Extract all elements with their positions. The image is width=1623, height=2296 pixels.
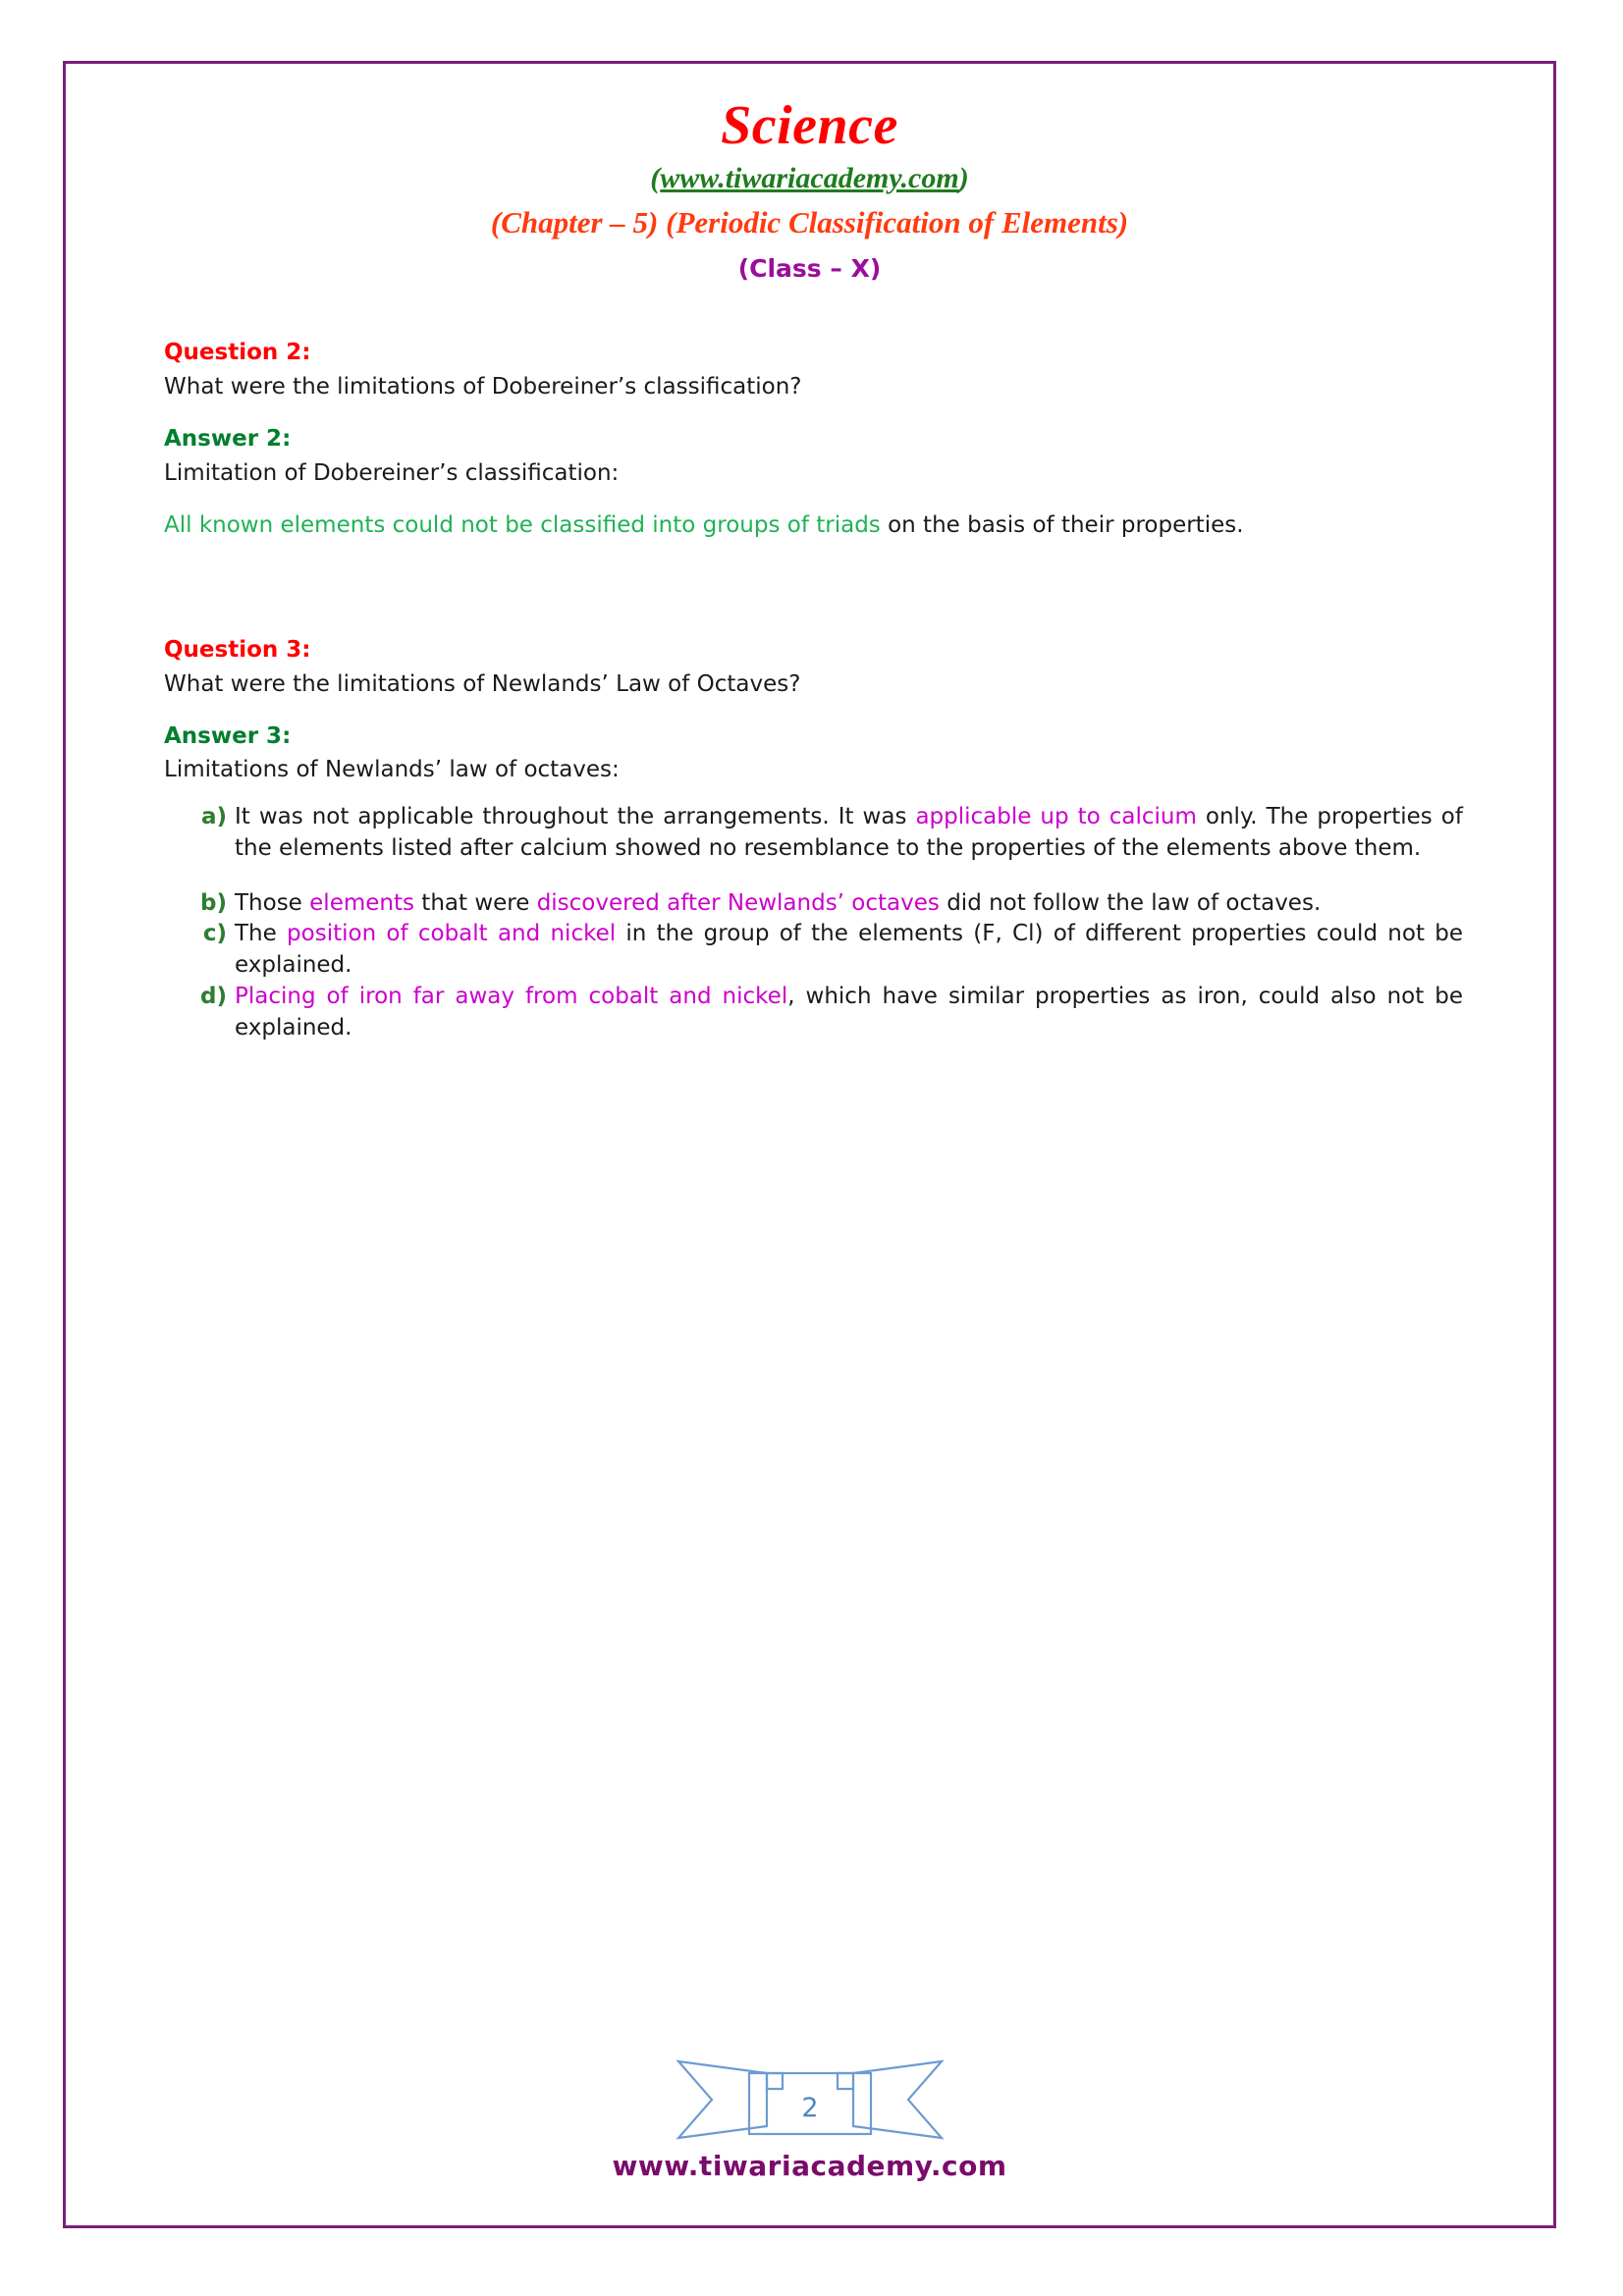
chapter-subtitle: (Chapter – 5) (Periodic Classification of Elements) [490, 204, 1129, 240]
paren-close: ) [958, 161, 969, 194]
question-3-text: What were the limitations of Newlands’ Law of Octaves? [164, 670, 801, 697]
list-item-text-1: It was not applicable throughout the arrangements. It was [235, 804, 916, 830]
qa-block-2 [164, 339, 1463, 542]
list-item-highlight-1: applicable up to calcium [915, 804, 1197, 830]
page-content-area [66, 64, 1553, 2225]
list-item-text-1: Those [235, 889, 310, 916]
list-item [164, 888, 1463, 920]
spacer [164, 489, 1463, 510]
list-item-highlight-1: elements [309, 889, 414, 916]
list-item [164, 982, 1463, 1043]
paren-open: ( [650, 161, 661, 194]
class-subtitle: (Class – X) [737, 253, 882, 283]
limitations-list [164, 802, 1463, 1043]
answer-2-intro: Limitation of Dobereiner’s classification: [164, 459, 620, 486]
answer-3-label: Answer 3: [164, 722, 292, 749]
answer-3-intro: Limitations of Newlands’ law of octaves: [164, 757, 620, 783]
ribbon-banner-icon [673, 2046, 947, 2144]
list-item-marker: c) [202, 921, 227, 947]
list-item-text-2: , which have similar properties as iron, could also not be explained. [235, 983, 1464, 1041]
answer-2-highlight: All known elements could not be classified into groups of triads [164, 512, 881, 539]
list-item-highlight-2: discovered after Newlands’ octaves [536, 889, 940, 916]
page-footer [66, 2040, 1553, 2182]
list-item-text-1: The [235, 921, 288, 947]
page-title: Science [721, 95, 898, 156]
section-spacer [164, 542, 1463, 636]
header-website-line [135, 161, 1485, 196]
question-2-label: Question 2: [164, 339, 311, 365]
list-item [164, 919, 1463, 981]
list-item-highlight-1: Placing of iron far away from cobalt and nickel [235, 983, 788, 1009]
list-item-marker: d) [200, 983, 227, 1009]
list-item-text-2: that were [413, 889, 537, 916]
answer-2-label: Answer 2: [164, 425, 292, 452]
page-number-ribbon [66, 2040, 1553, 2144]
list-item-marker: b) [200, 889, 227, 916]
question-3-label: Question 3: [164, 636, 311, 663]
list-item-text-2: in the group of the elements (F, Cl) of different properties could not be explained. [235, 921, 1463, 979]
list-item-marker: a) [200, 804, 227, 830]
list-item-text-2: only. The properties of the elements listed after calcium showed no resemblance to the properties of the elements above them. [235, 804, 1463, 861]
list-item [164, 802, 1463, 864]
footer-website-url[interactable]: www.tiwariacademy.com [612, 2150, 1007, 2182]
qa-block-3 [164, 636, 1463, 1043]
page-border-frame [63, 61, 1556, 2228]
page-number: 2 [800, 2093, 819, 2123]
list-item-highlight-1: position of cobalt and nickel [287, 921, 617, 947]
answer-2-body [164, 510, 1463, 542]
spacer [164, 403, 1463, 425]
answer-2-rest: on the basis of their properties. [880, 512, 1244, 539]
list-item-text-3: did not follow the law of octaves. [939, 889, 1322, 916]
content-body [135, 339, 1485, 1043]
document-header [135, 97, 1485, 284]
spacer [164, 701, 1463, 722]
website-link[interactable]: www.tiwariacademy.com [660, 161, 959, 194]
question-2-text: What were the limitations of Dobereiner’s classification? [164, 373, 802, 400]
